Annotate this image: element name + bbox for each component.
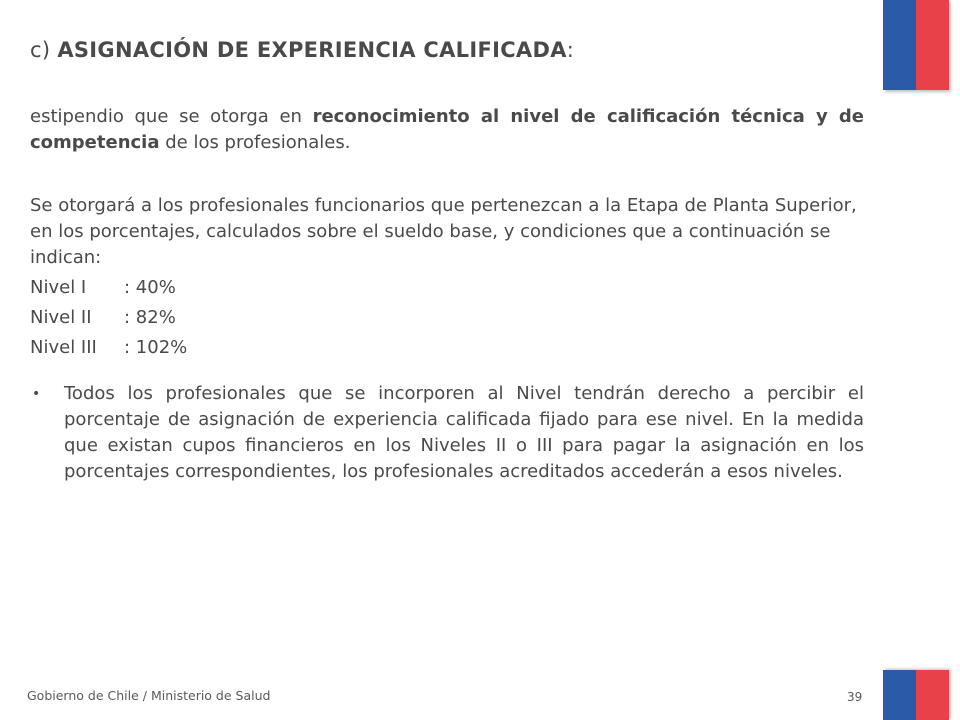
- definition-text-end: de los profesionales.: [159, 132, 351, 153]
- bullet-item: [30, 381, 864, 485]
- level-name: Nivel II: [30, 307, 92, 328]
- level-value: : 40%: [124, 277, 176, 298]
- flag-blue-stripe: [883, 0, 916, 90]
- title-main: ASIGNACIÓN DE EXPERIENCIA CALIFICADA: [57, 38, 567, 62]
- title-prefix: c): [30, 38, 58, 62]
- bullet-text: Todos los profesionales que se incorporen al Nivel tendrán derecho a percibir el porcentaje de asignación de experiencia calificada fijado para ese nivel. En la medida que existan cupos financieros en los Niveles II o III para pagar la asignación en los porcentajes correspondientes, los profesionales acreditados accederán a esos niveles.: [64, 383, 864, 482]
- slide-title: [30, 38, 850, 62]
- level-row: [30, 335, 187, 365]
- flag-blue-stripe: [883, 670, 916, 720]
- flag-logo-bottom: [883, 670, 949, 720]
- level-value: : 102%: [124, 337, 188, 358]
- level-value: : 82%: [124, 307, 176, 328]
- page-number: 39: [847, 690, 863, 704]
- levels-list: [30, 275, 187, 365]
- level-name: Nivel III: [30, 337, 97, 358]
- definition-bold-text: reconocimiento al nivel de calificación técnica y de competencia: [30, 106, 864, 153]
- bullet-marker: •: [32, 386, 41, 402]
- level-row: [30, 275, 187, 305]
- conditions-paragraph: Se otorgará a los profesionales funcionarios que pertenezcan a la Etapa de Planta Superior, en los porcentajes, calculados sobre el sueldo base, y condiciones que a continuación se indican:: [30, 195, 857, 268]
- title-suffix: :: [566, 38, 575, 62]
- flag-logo-top: [883, 0, 949, 90]
- flag-red-stripe: [916, 670, 949, 720]
- flag-red-stripe: [916, 0, 949, 90]
- footer-organization: Gobierno de Chile / Ministerio de Salud: [27, 688, 271, 703]
- definition-paragraph: [30, 104, 864, 156]
- definition-text-start: estipendio que se otorga en: [30, 106, 313, 127]
- level-row: [30, 305, 187, 335]
- level-name: Nivel I: [30, 277, 87, 298]
